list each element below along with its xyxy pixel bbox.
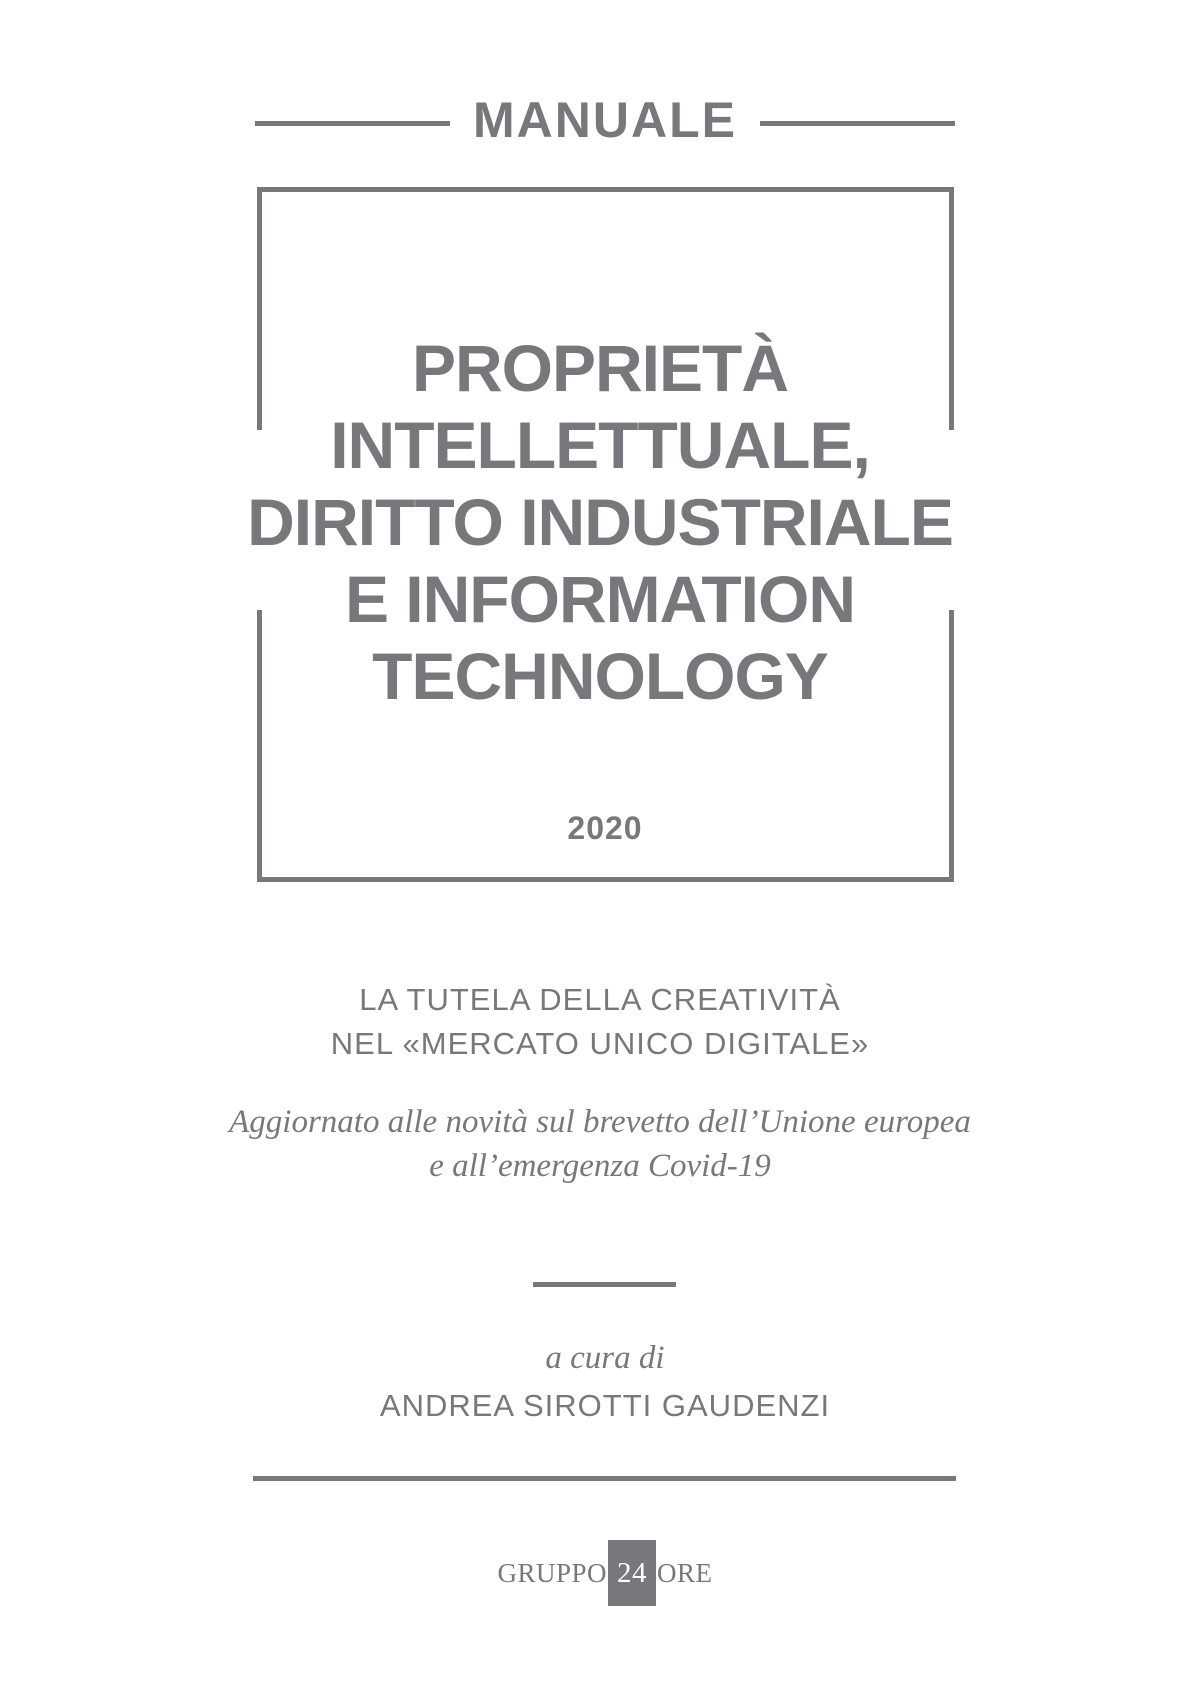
- series-rule-right: [760, 121, 955, 126]
- editor-intro: a cura di: [545, 1340, 665, 1376]
- title-line: PROPRIETÀ: [411, 331, 789, 405]
- publisher-logo: [480, 1540, 730, 1606]
- short-divider: [533, 1282, 676, 1287]
- bottom-divider: [253, 1476, 956, 1481]
- publisher-logo-left: GRUPPO: [497, 1557, 608, 1588]
- update-line: Aggiornato alle novità sul brevetto dell’Unione europea: [229, 1104, 971, 1140]
- title-line: INTELLETTUALE,: [330, 408, 870, 482]
- publisher-logo-box: 24: [608, 1540, 656, 1606]
- editor-name: ANDREA SIROTTI GAUDENZI: [379, 1388, 831, 1423]
- subtitle: [200, 978, 1000, 1066]
- title-line: DIRITTO INDUSTRIALE: [247, 485, 953, 559]
- title-line: E INFORMATION: [344, 562, 856, 636]
- update-line: e all’emergenza Covid-19: [429, 1148, 771, 1184]
- subtitle-line: NEL «MERCATO UNICO DIGITALE»: [330, 1026, 870, 1061]
- title-line: TECHNOLOGY: [372, 639, 828, 713]
- subtitle-line: LA TUTELA DELLA CREATIVITÀ: [359, 982, 841, 1017]
- publisher-logo-right: ORE: [657, 1557, 713, 1588]
- edition-year: 2020: [567, 810, 643, 846]
- book-title: [200, 330, 1000, 715]
- update-note: [150, 1100, 1050, 1188]
- series-label: MANUALE: [473, 92, 737, 148]
